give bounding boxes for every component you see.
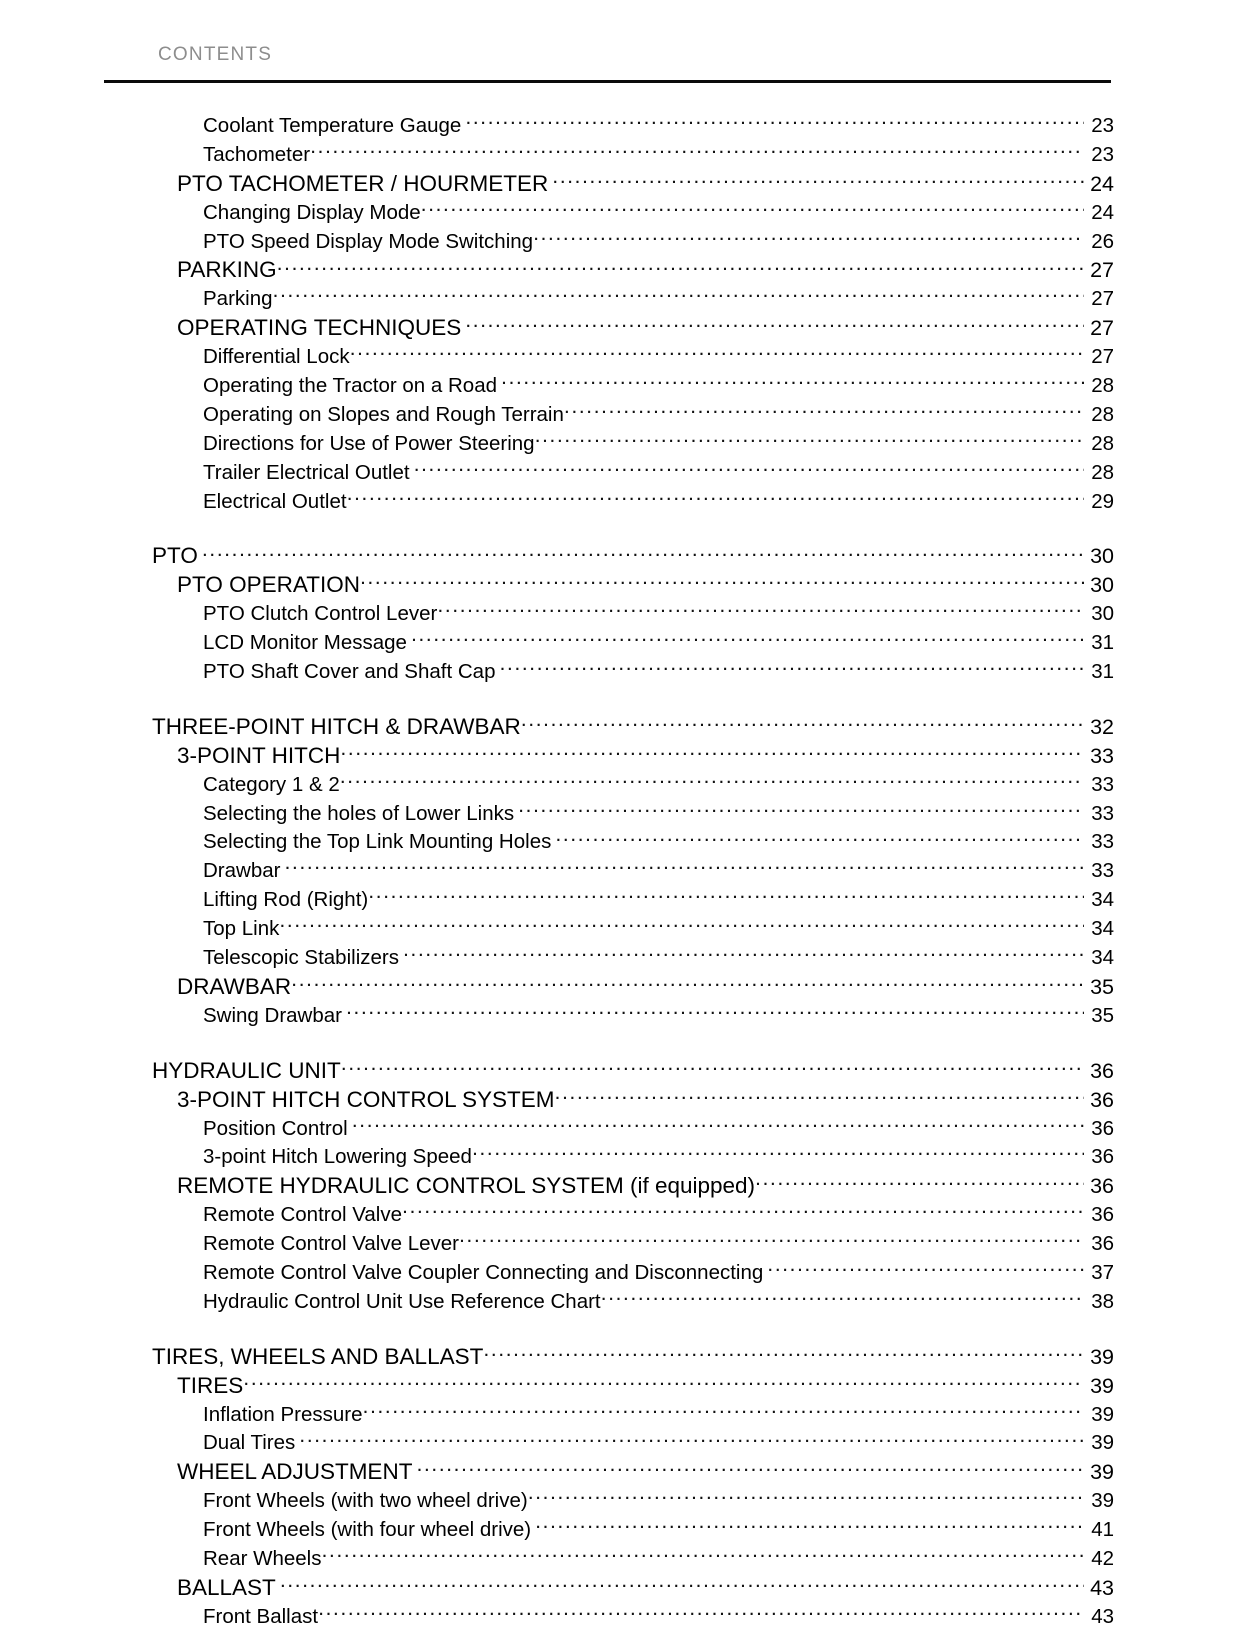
toc-entry-page-number: 24 — [1091, 200, 1114, 224]
toc-dot-leader — [552, 175, 1084, 191]
toc-dot-leader — [352, 1119, 1084, 1135]
toc-entry-label: Operating the Tractor on a Road — [203, 374, 498, 398]
toc-entry-page-number: 28 — [1091, 374, 1114, 398]
toc-entry[interactable] — [0, 1516, 1236, 1545]
toc-entry-page-number: 34 — [1091, 917, 1114, 941]
toc-entry[interactable] — [0, 314, 1236, 343]
toc-entry-page-number: 35 — [1091, 1003, 1114, 1027]
toc-entry-page-number: 43 — [1091, 1604, 1114, 1628]
toc-entry-page-number: 27 — [1090, 316, 1114, 341]
toc-entry[interactable] — [0, 1230, 1236, 1259]
toc-dot-leader — [341, 1062, 1084, 1078]
toc-entry-label: 3-point Hitch Lowering Speed — [203, 1145, 472, 1169]
toc-entry-label: Top Link — [203, 917, 280, 941]
toc-entry[interactable] — [0, 343, 1236, 372]
toc-entry-page-number: 41 — [1091, 1518, 1114, 1542]
toc-entry-page-number: 34 — [1091, 946, 1114, 970]
toc-dot-leader — [555, 1091, 1084, 1107]
toc-entry-page-number: 37 — [1091, 1260, 1114, 1284]
toc-entry-page-number: 31 — [1091, 631, 1114, 655]
toc-dot-leader — [347, 492, 1084, 508]
toc-dot-leader — [346, 1006, 1084, 1022]
toc-dot-leader — [277, 261, 1084, 277]
toc-dot-leader — [465, 319, 1084, 335]
toc-dot-leader — [284, 861, 1084, 877]
toc-entry[interactable] — [0, 1288, 1236, 1317]
toc-entry-label: Selecting the holes of Lower Links — [203, 801, 515, 825]
toc-entry-page-number: 36 — [1091, 1145, 1114, 1169]
toc-dot-leader — [360, 576, 1084, 592]
toc-entry-label: Operating on Slopes and Rough Terrain — [203, 402, 564, 426]
toc-entry[interactable] — [0, 1002, 1236, 1031]
toc-entry-page-number: 39 — [1090, 1460, 1114, 1485]
toc-entry-label: HYDRAULIC UNIT — [152, 1057, 341, 1083]
toc-entry-page-number: 36 — [1090, 1174, 1114, 1199]
toc-dot-leader — [273, 289, 1084, 305]
toc-dot-leader — [243, 1377, 1084, 1393]
toc-entry-label: Front Wheels (with two wheel drive) — [203, 1489, 528, 1513]
toc-dot-leader — [472, 1147, 1084, 1163]
toc-entry-page-number: 33 — [1091, 772, 1114, 796]
toc-entry[interactable] — [0, 141, 1236, 170]
toc-entry-page-number: 31 — [1091, 660, 1114, 684]
toc-entry[interactable] — [0, 944, 1236, 973]
toc-entry[interactable] — [0, 1201, 1236, 1230]
toc-entry[interactable] — [0, 973, 1236, 1002]
toc-entry-label: Lifting Rod (Right) — [203, 888, 369, 912]
toc-entry[interactable] — [0, 886, 1236, 915]
toc-entry-label: PTO — [152, 543, 198, 569]
toc-entry-label: 3-POINT HITCH CONTROL SYSTEM — [177, 1086, 555, 1112]
toc-entry[interactable] — [0, 170, 1236, 199]
toc-dot-leader — [483, 1348, 1084, 1364]
toc-entry[interactable] — [0, 1115, 1236, 1144]
toc-entry-page-number: 32 — [1090, 714, 1114, 739]
toc-dot-leader — [280, 1579, 1084, 1595]
toc-entry[interactable] — [0, 1487, 1236, 1516]
page-title: CONTENTS — [158, 44, 273, 65]
toc-entry-label: WHEEL ADJUSTMENT — [177, 1459, 413, 1485]
toc-dot-leader — [465, 116, 1084, 132]
toc-entry-page-number: 34 — [1091, 888, 1114, 912]
toc-entry-page-number: 23 — [1091, 114, 1114, 137]
toc-entry-label: TIRES — [177, 1372, 244, 1398]
toc-entry-page-number: 30 — [1090, 573, 1114, 598]
toc-entry-page-number: 36 — [1091, 1203, 1114, 1227]
toc-entry-label: PTO Speed Display Mode Switching — [203, 229, 534, 253]
toc-entry-label: Drawbar — [203, 859, 281, 883]
toc-entry-page-number: 36 — [1090, 1058, 1114, 1083]
toc-dot-leader — [340, 775, 1084, 791]
toc-entry[interactable] — [0, 1429, 1236, 1458]
toc-entry-label: Remote Control Valve — [203, 1203, 403, 1227]
toc-entry-label: Electrical Outlet — [203, 489, 347, 513]
toc-entry-label: Hydraulic Control Unit Use Reference Chart — [203, 1289, 601, 1313]
toc-entry-page-number: 27 — [1090, 258, 1114, 283]
toc-entry-label: Remote Control Valve Coupler Connecting and Disconnecting — [203, 1260, 764, 1284]
toc-dot-leader — [368, 890, 1084, 906]
toc-entry[interactable] — [0, 1372, 1236, 1401]
toc-entry-label: PTO TACHOMETER / HOURMETER — [177, 170, 549, 196]
toc-dot-leader — [528, 1491, 1084, 1507]
toc-entry-label: Front Ballast — [203, 1604, 319, 1628]
toc-entry-label: Front Wheels (with four wheel drive) — [203, 1518, 532, 1542]
toc-entry[interactable] — [0, 542, 1236, 571]
toc-dot-leader — [499, 662, 1084, 678]
toc-entry-label: PTO OPERATION — [177, 572, 360, 598]
toc-dot-leader — [350, 347, 1084, 363]
toc-dot-leader — [299, 1433, 1084, 1449]
toc-entry-page-number: 28 — [1091, 431, 1114, 455]
toc-entry-page-number: 39 — [1091, 1402, 1114, 1426]
toc-dot-leader — [601, 1292, 1084, 1308]
toc-entry-page-number: 36 — [1091, 1116, 1114, 1140]
header-divider-rule — [104, 80, 1111, 83]
toc-entry-label: Directions for Use of Power Steering — [203, 431, 535, 455]
toc-entry[interactable] — [0, 112, 1236, 141]
toc-entry-label: 3-POINT HITCH — [177, 742, 341, 768]
toc-entry[interactable] — [0, 1172, 1236, 1201]
toc-entry-label: OPERATING TECHNIQUES — [177, 315, 462, 341]
toc-entry-page-number: 36 — [1090, 1087, 1114, 1112]
toc-entry[interactable] — [0, 199, 1236, 228]
toc-entry-page-number: 23 — [1091, 142, 1114, 166]
toc-entry[interactable] — [0, 1603, 1236, 1632]
toc-dot-leader — [564, 405, 1084, 421]
toc-dot-leader — [414, 463, 1084, 479]
toc-dot-leader — [402, 1205, 1084, 1221]
toc-entry-page-number: 38 — [1091, 1289, 1114, 1313]
toc-entry[interactable] — [0, 256, 1236, 285]
toc-entry[interactable] — [0, 629, 1236, 658]
toc-entry[interactable] — [0, 857, 1236, 886]
toc-entry[interactable] — [0, 228, 1236, 257]
toc-entry-page-number: 39 — [1091, 1431, 1114, 1455]
toc-entry[interactable] — [0, 1086, 1236, 1115]
toc-entry-page-number: 30 — [1090, 544, 1114, 569]
toc-entry-label: PARKING — [177, 257, 277, 283]
toc-entry[interactable] — [0, 828, 1236, 857]
toc-entry-label: Swing Drawbar — [203, 1003, 342, 1027]
toc-entry[interactable] — [0, 401, 1236, 430]
toc-dot-leader — [318, 1607, 1084, 1623]
toc-entry-label: Coolant Temperature Gauge — [203, 114, 462, 137]
toc-dot-leader — [535, 1520, 1084, 1536]
toc-entry[interactable] — [0, 1458, 1236, 1487]
toc-entry-page-number: 33 — [1091, 859, 1114, 883]
toc-entry[interactable] — [0, 430, 1236, 459]
toc-entry[interactable] — [0, 771, 1236, 800]
toc-dot-leader — [518, 804, 1084, 820]
toc-entry-label: Tachometer — [203, 142, 311, 166]
toc-entry-label: BALLAST — [177, 1574, 276, 1600]
toc-entry-label: TIRES, WHEELS AND BALLAST — [152, 1343, 484, 1369]
toc-dot-leader — [403, 948, 1084, 964]
toc-entry[interactable] — [0, 742, 1236, 771]
toc-entry-page-number: 33 — [1090, 743, 1114, 768]
toc-entry[interactable] — [0, 488, 1236, 517]
toc-dot-leader — [363, 1405, 1084, 1421]
toc-dot-leader — [411, 633, 1084, 649]
toc-entry-page-number: 27 — [1091, 287, 1114, 311]
toc-entry[interactable] — [0, 600, 1236, 629]
toc-dot-leader — [437, 604, 1084, 620]
toc-entry-page-number: 39 — [1090, 1373, 1114, 1398]
toc-entry[interactable] — [0, 285, 1236, 314]
toc-entry-page-number: 28 — [1091, 460, 1114, 484]
toc-entry-page-number: 28 — [1091, 402, 1114, 426]
toc-dot-leader — [310, 145, 1084, 161]
toc-entry-label: Remote Control Valve Lever — [203, 1232, 459, 1256]
toc-entry[interactable] — [0, 658, 1236, 687]
toc-entry-label: Selecting the Top Link Mounting Holes — [203, 830, 552, 854]
toc-entry[interactable] — [0, 1401, 1236, 1430]
toc-dot-leader — [555, 832, 1084, 848]
toc-dot-leader — [416, 1463, 1084, 1479]
toc-entry-page-number: 33 — [1091, 801, 1114, 825]
toc-entry[interactable] — [0, 1574, 1236, 1603]
toc-entry-page-number: 24 — [1090, 171, 1114, 196]
toc-entry[interactable] — [0, 1545, 1236, 1574]
toc-dot-leader — [533, 232, 1084, 248]
toc-dot-leader — [421, 203, 1084, 219]
toc-entry-label: Inflation Pressure — [203, 1402, 363, 1426]
toc-entry-page-number: 42 — [1091, 1546, 1114, 1570]
toc-entry-label: Rear Wheels — [203, 1546, 322, 1570]
toc-dot-leader — [340, 747, 1084, 763]
table-of-contents — [0, 112, 1236, 1632]
toc-entry[interactable] — [0, 800, 1236, 829]
toc-entry-page-number: 29 — [1091, 489, 1114, 513]
toc-entry-label: Category 1 & 2 — [203, 772, 340, 796]
toc-entry-label: Parking — [203, 287, 273, 311]
toc-entry[interactable] — [0, 713, 1236, 742]
toc-dot-leader — [501, 376, 1084, 392]
toc-entry-label: THREE-POINT HITCH & DRAWBAR — [152, 713, 521, 739]
toc-entry-label: PTO Clutch Control Lever — [203, 602, 438, 626]
toc-entry[interactable] — [0, 459, 1236, 488]
toc-entry-label: Trailer Electrical Outlet — [203, 460, 410, 484]
toc-entry-label: Position Control — [203, 1116, 348, 1140]
toc-entry-label: Telescopic Stabilizers — [203, 946, 399, 970]
toc-entry-page-number: 35 — [1090, 974, 1114, 999]
toc-entry-label: Dual Tires — [203, 1431, 296, 1455]
toc-entry[interactable] — [0, 1343, 1236, 1372]
toc-entry-page-number: 27 — [1091, 345, 1114, 369]
toc-entry-label: REMOTE HYDRAULIC CONTROL SYSTEM (if equipped) — [177, 1173, 756, 1199]
toc-entry-page-number: 30 — [1091, 602, 1114, 626]
toc-entry[interactable] — [0, 571, 1236, 600]
toc-entry-label: PTO Shaft Cover and Shaft Cap — [203, 660, 496, 684]
toc-dot-leader — [767, 1263, 1084, 1279]
toc-entry-label: LCD Monitor Message — [203, 631, 407, 655]
toc-entry-page-number: 26 — [1091, 229, 1114, 253]
toc-entry[interactable] — [0, 915, 1236, 944]
toc-entry[interactable] — [0, 372, 1236, 401]
toc-dot-leader — [279, 919, 1084, 935]
toc-entry-page-number: 39 — [1090, 1344, 1114, 1369]
toc-entry-page-number: 43 — [1090, 1575, 1114, 1600]
toc-entry[interactable] — [0, 1259, 1236, 1288]
toc-entry[interactable] — [0, 1057, 1236, 1086]
toc-entry-label: Changing Display Mode — [203, 200, 421, 224]
toc-entry[interactable] — [0, 1143, 1236, 1172]
toc-dot-leader — [459, 1234, 1084, 1250]
toc-entry-label: DRAWBAR — [177, 973, 292, 999]
toc-dot-leader — [521, 718, 1084, 734]
toc-dot-leader — [291, 978, 1084, 994]
toc-dot-leader — [755, 1177, 1084, 1193]
toc-dot-leader — [322, 1549, 1085, 1565]
toc-dot-leader — [202, 547, 1084, 563]
toc-dot-leader — [535, 434, 1084, 450]
toc-entry-page-number: 36 — [1091, 1232, 1114, 1256]
toc-entry-page-number: 33 — [1091, 830, 1114, 854]
toc-entry-label: Differential Lock — [203, 345, 350, 369]
toc-entry-page-number: 39 — [1091, 1489, 1114, 1513]
